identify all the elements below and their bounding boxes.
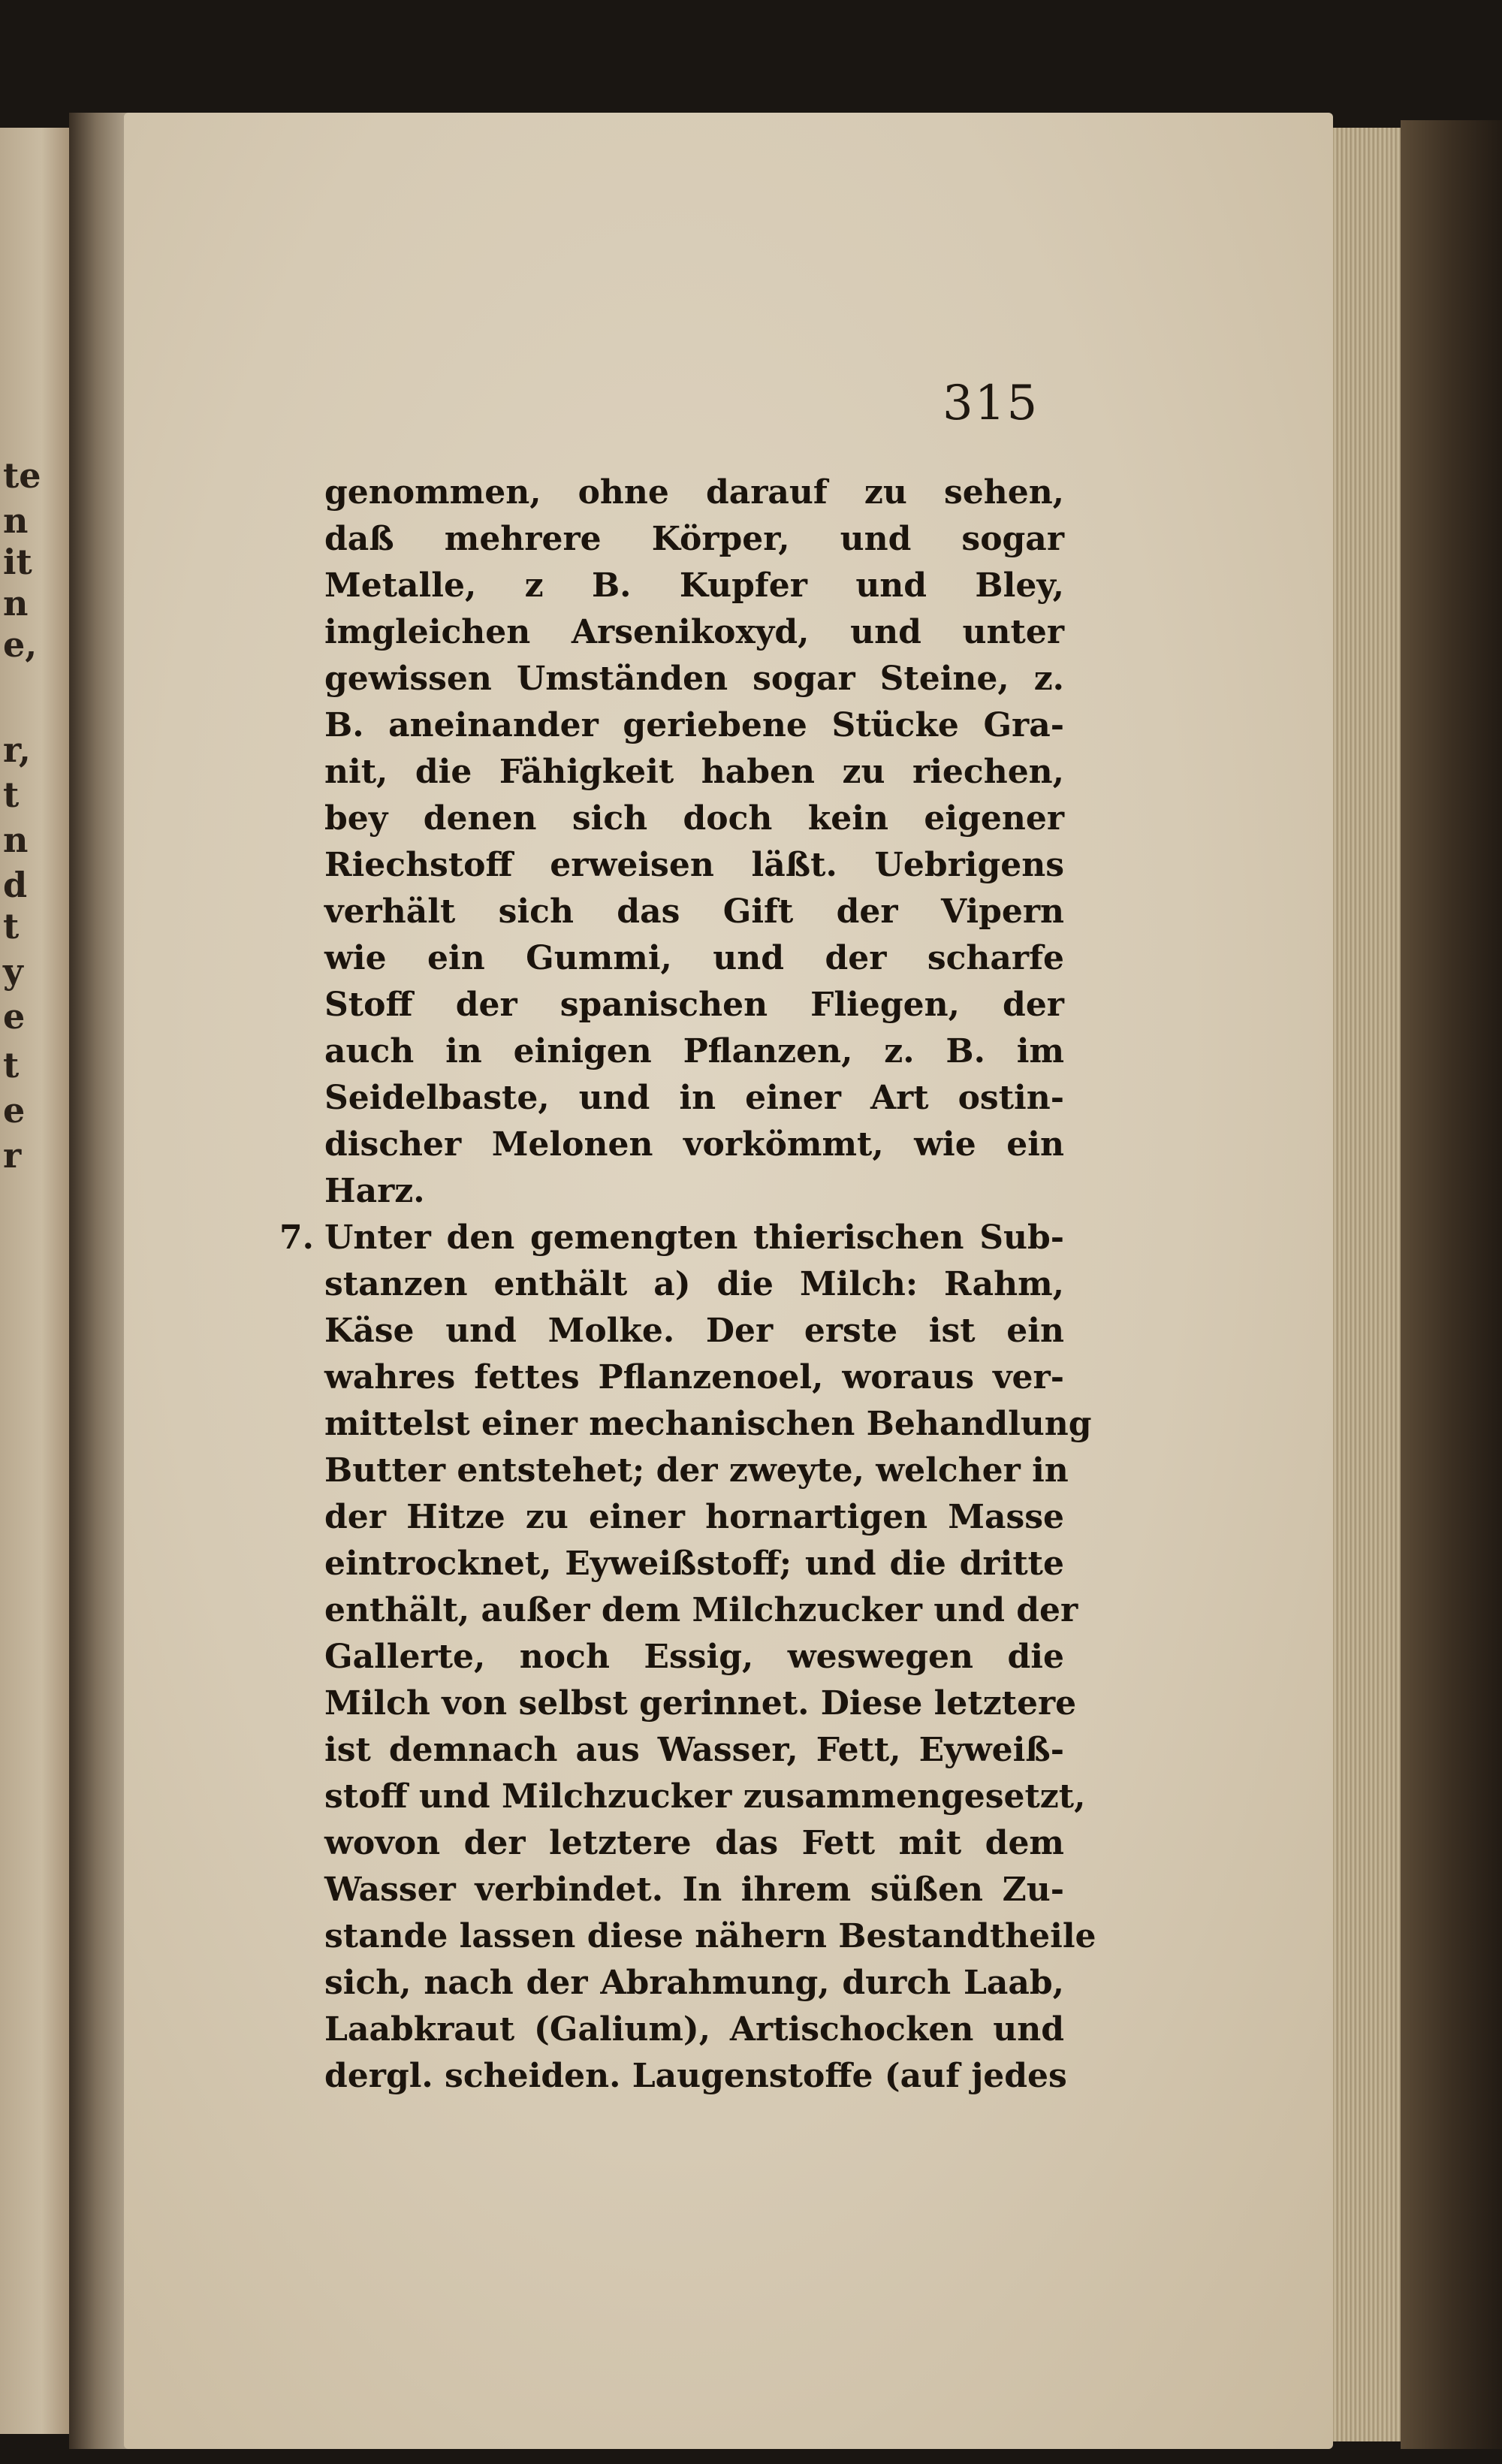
left-page-fragment: n <box>3 583 29 624</box>
text-line: Wasser verbindet. In ihrem süßen Zu- <box>324 1871 1064 1909</box>
text-line: Stoff der spanischen Fliegen, der <box>324 986 1064 1024</box>
text-line: stande lassen diese nähern Bestandtheile <box>324 1917 1096 1955</box>
text-line: B. aneinander geriebene Stücke Gra- <box>324 706 1064 744</box>
left-page-fragment: n <box>3 820 29 860</box>
text-line: dergl. scheiden. Laugenstoffe (auf jedes <box>324 2057 1067 2095</box>
text-line: Butter entstehet; der zweyte, welcher in <box>324 1451 1069 1490</box>
left-page-fragment: t <box>3 1045 20 1086</box>
left-page-fragment: e, <box>3 624 38 665</box>
text-line: Unter den gemengten thierischen Sub- <box>324 1218 1064 1257</box>
text-line: Laabkraut (Galium), Artischocken und <box>324 2010 1064 2049</box>
text-line: gewissen Umständen sogar Steine, z. <box>324 660 1064 698</box>
text-line: bey denen sich doch kein eigener <box>324 799 1064 838</box>
text-line: nit, die Fähigkeit haben zu riechen, <box>324 753 1064 791</box>
text-line: imgleichen Arsenikoxyd, und unter <box>324 613 1064 651</box>
text-line: Riechstoff erweisen läßt. Uebrigens <box>324 846 1064 884</box>
text-line: Milch von selbst gerinnet. Diese letztere <box>324 1684 1077 1723</box>
text-line: der Hitze zu einer hornartigen Masse <box>324 1498 1064 1536</box>
text-line: Seidelbaste, und in einer Art ostin- <box>324 1079 1064 1117</box>
page-edges <box>1333 128 1401 2441</box>
text-line: daß mehrere Körper, und sogar <box>324 520 1064 558</box>
text-line: Gallerte, noch Essig, weswegen die <box>324 1638 1064 1676</box>
text-line: verhält sich das Gift der Vipern <box>324 892 1064 931</box>
text-line: ist demnach aus Wasser, Fett, Eyweiß- <box>324 1731 1064 1769</box>
left-page-edge <box>0 128 69 2434</box>
left-page-fragment: e <box>3 1090 26 1131</box>
numbered-paragraph <box>279 1215 1064 1261</box>
text-line: stoff und Milchzucker zusammengesetzt, <box>324 1777 1086 1816</box>
left-page-fragment: r, <box>3 729 31 770</box>
text-line: wovon der letztere das Fett mit dem <box>324 1824 1064 1862</box>
left-page-fragment: y <box>3 951 23 992</box>
book-cover <box>1401 120 1502 2449</box>
left-page-fragment: e <box>3 996 26 1037</box>
left-page-fragment: t <box>3 775 20 815</box>
text-line: wahres fettes Pflanzenoel, woraus ver- <box>324 1358 1064 1397</box>
page-number: 315 <box>943 376 1039 431</box>
text-line: stanzen enthält a) die Milch: Rahm, <box>324 1265 1064 1303</box>
paragraph-number: 7. <box>279 1218 314 1257</box>
text-line: Harz. <box>324 1172 425 1210</box>
body-text <box>279 470 1096 2100</box>
left-page-fragment: it <box>3 542 32 582</box>
text-line: sich, nach der Abrahmung, durch Laab, <box>324 1964 1064 2002</box>
text-line: Käse und Molke. Der erste ist ein <box>324 1312 1064 1350</box>
text-line: wie ein Gummi, und der scharfe <box>324 939 1064 977</box>
left-page-fragment: te <box>3 455 41 496</box>
left-page-fragment: r <box>3 1135 22 1176</box>
text-line: mittelst einer mechanischen Behandlung <box>324 1405 1092 1443</box>
left-page-fragment: d <box>3 865 28 905</box>
left-page-fragment: t <box>3 906 20 947</box>
text-line: Metalle, z B. Kupfer und Bley, <box>324 566 1064 605</box>
text-line: genommen, ohne darauf zu sehen, <box>324 473 1064 512</box>
text-line: eintrocknet, Eyweißstoff; und die dritte <box>324 1545 1064 1583</box>
text-line: auch in einigen Pflanzen, z. B. im <box>324 1032 1064 1070</box>
text-line: enthält, außer dem Milchzucker und der <box>324 1591 1078 1629</box>
text-line: discher Melonen vorkömmt, wie ein <box>324 1125 1064 1164</box>
left-page-fragment: n <box>3 500 29 541</box>
